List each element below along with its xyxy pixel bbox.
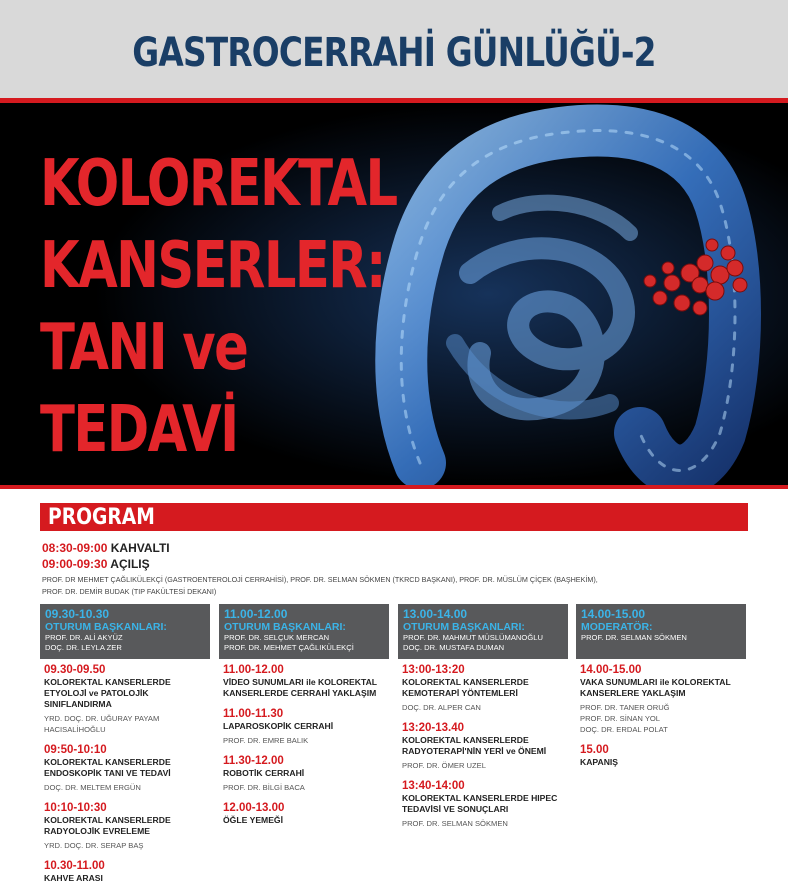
talk-title: KOLOREKTAL KANSERLERDE HIPEC TEDAVİSİ VE SONUÇLARI [402,793,558,814]
talk-title: VAKA SUNUMLARI ile KOLOREKTAL KANSERLERE YAKLAŞIM [580,677,731,698]
opening-speakers [42,574,748,598]
session-chair: PROF. DR. SELMAN SÖKMEN [581,633,687,642]
session-time: 13.00-14.00 [403,607,468,621]
session-label: OTURUM BAŞKANLARI: [403,621,525,633]
talk-title: KAPANIŞ [580,757,619,767]
headline-line: TEDAVİ [40,393,238,467]
session-label: OTURUM BAŞKANLARI: [45,621,167,633]
talk-time: 11.30-12.00 [223,755,284,767]
divider-bottom [0,485,788,489]
talk-item [402,721,564,771]
talk-item [402,779,564,829]
session-header [219,604,389,659]
talk-title: LAPAROSKOPİK CERRAHİ [223,721,334,731]
talk-title: KOLOREKTAL KANSERLERDE ENDOSKOPİK TANI VE TEDAVİ [44,757,171,778]
talk-speaker: PROF. DR. ÖMER UZEL [402,761,486,770]
talk-title: ÖĞLE YEMEĞİ [223,815,284,825]
talk-time: 10.30-11.00 [44,860,105,872]
talk-time: 11.00-11.30 [223,708,284,720]
talk-time: 13:40-14:00 [402,780,465,792]
talk-item [223,663,385,699]
talk-time: 14.00-15.00 [580,664,642,676]
headline [40,143,397,471]
session-chair: PROF. DR. MEHMET ÇAĞLIKÜLEKÇİ [224,643,354,652]
talk-speaker: PROF. DR. BİLGİ BACA [223,783,305,792]
session-header [576,604,746,659]
talk-speaker: PROF. DR. EMRE BALIK [223,736,309,745]
schedule-row [42,540,748,556]
session-column-4 [576,604,746,776]
talk-item [580,663,742,735]
page-title: GASTROCERRAHİ GÜNLÜĞÜ-2 [132,30,656,76]
talk-title: KOLOREKTAL KANSERLERDE KEMOTERAPİ YÖNTEMLERİ [402,677,529,698]
closing-item [580,743,742,768]
talk-speaker: YRD. DOÇ. DR. UĞURAY PAYAM HACISALİHOĞLU [44,714,160,734]
break-item [44,859,206,884]
talk-title: KOLOREKTAL KANSERLERDE ETYOLOJİ ve PATOLOJİK SINIFLANDIRMA [44,677,171,709]
talk-title: ROBOTİK CERRAHİ [223,768,305,778]
talk-time: 13:20-13.40 [402,722,465,734]
session-time: 09.30-10.30 [45,607,110,621]
speakers-line: PROF. DR. DEMİR BUDAK (TIP FAKÜLTESİ DEKANI) [42,587,217,596]
session-chair: DOÇ. DR. MUSTAFA DUMAN [403,643,505,652]
schedule-time: 09:00-09:30 [42,557,108,571]
schedule-time: 08:30-09:00 [42,541,108,555]
talk-title: KOLOREKTAL KANSERLERDE RADYOLOJİK EVRELEME [44,815,171,836]
talk-item [44,663,206,735]
talk-speaker: YRD. DOÇ. DR. SERAP BAŞ [44,841,144,850]
session-chair: PROF. DR. SELÇUK MERCAN [224,633,330,642]
hero-banner [0,103,788,485]
break-item [223,801,385,826]
talk-speaker: PROF. DR. SELMAN SÖKMEN [402,819,508,828]
session-chair: DOÇ. DR. LEYLA ZER [45,643,122,652]
talk-title: KOLOREKTAL KANSERLERDE RADYOTERAPİ'NİN YERİ ve ÖNEMİ [402,735,547,756]
session-column-1 [40,604,210,889]
talk-speaker: DOÇ. DR. MELTEM ERGÜN [44,783,141,792]
talk-item [44,801,206,851]
talk-item [223,707,385,746]
session-label: OTURUM BAŞKANLARI: [224,621,346,633]
program-label: PROGRAM [48,505,155,530]
schedule-text: KAHVALTI [110,541,170,555]
session-chair: PROF. DR. MAHMUT MÜSLÜMANOĞLU [403,633,543,642]
schedule-row [42,556,748,572]
talk-time: 09:50-10:10 [44,744,107,756]
session-time: 11.00-12.00 [224,607,288,621]
session-header [398,604,568,659]
talk-item [223,754,385,793]
talk-time: 15.00 [580,744,609,756]
opening-schedule [42,540,748,598]
talk-item [44,743,206,793]
talk-time: 10:10-10:30 [44,802,107,814]
talk-time: 13:00-13:20 [402,664,465,676]
program-header [40,503,748,531]
talk-item [402,663,564,713]
talk-time: 12.00-13.00 [223,802,285,814]
session-column-3 [398,604,568,837]
talk-title: KAHVE ARASI [44,873,103,883]
schedule-text: AÇILIŞ [110,557,150,571]
session-column-2 [219,604,389,834]
session-time: 14.00-15.00 [581,607,646,621]
talk-speaker: DOÇ. DR. ALPER CAN [402,703,481,712]
talk-title: VİDEO SUNUMLARI ile KOLOREKTAL KANSERLERDE CERRAHİ YAKLAŞIM [223,677,377,698]
session-chair: PROF. DR. ALİ AKYÜZ [45,633,123,642]
headline-line: KOLOREKTAL [40,147,397,221]
headline-line: KANSERLER: [40,229,385,303]
headline-line: TANI ve [40,311,248,385]
session-label: MODERATÖR: [581,621,653,633]
talk-speaker: PROF. DR. TANER ORUĞ PROF. DR. SİNAN YOL DOÇ. DR. ERDAL POLAT [580,703,670,734]
talk-time: 09.30-09.50 [44,664,106,676]
speakers-line: PROF. DR MEHMET ÇAĞLIKÜLEKÇİ (GASTROENTEROLOJİ CERRAHİSİ), PROF. DR. SELMAN SÖKMEN (TKRCD BAŞKANI), PROF. DR. MÜSLÜM ÇİÇEK (BAŞHEKİM), [42,575,598,584]
session-header [40,604,210,659]
talk-time: 11.00-12.00 [223,664,284,676]
title-bar [0,0,788,98]
